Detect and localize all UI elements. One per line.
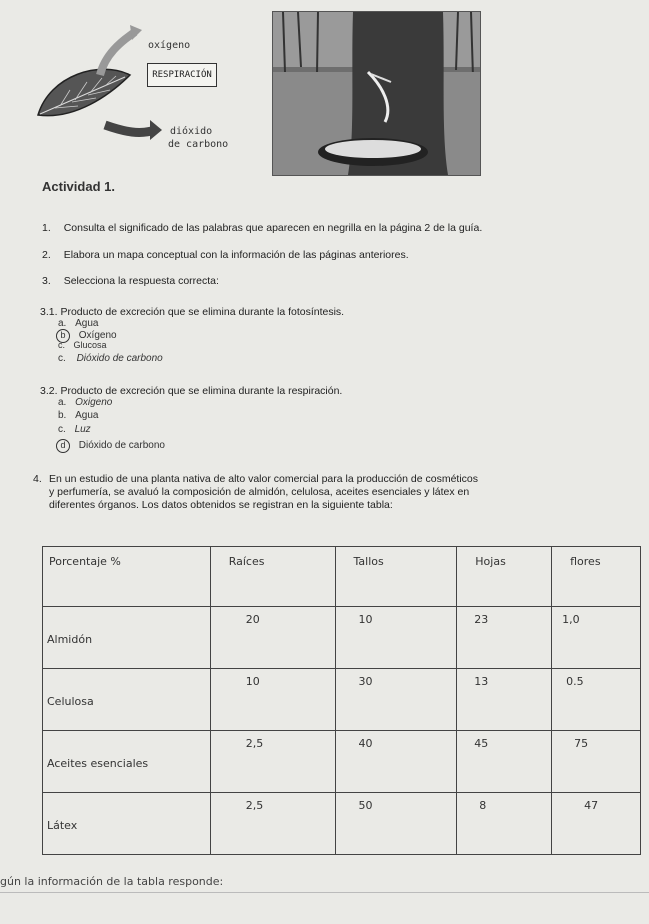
- option-3-2-c: c. Luz: [58, 424, 91, 435]
- option-3-1-c: c. Glucosa: [58, 340, 107, 350]
- item-text: Selecciona la respuesta correcta:: [63, 275, 219, 287]
- question-number: 3.1.: [40, 306, 58, 318]
- item-text: Elabora un mapa conceptual con la información de las páginas anteriores.: [63, 249, 409, 261]
- table-cell: 20: [210, 607, 335, 669]
- table-cell: 2,5: [210, 731, 335, 793]
- table-cell: 10: [210, 669, 335, 731]
- table-header-cell: Hojas: [457, 547, 552, 607]
- circled-answer: b: [56, 329, 70, 343]
- item-2: [42, 249, 409, 261]
- table-header-cell: Raíces: [210, 547, 335, 607]
- leaf-icon: [30, 20, 165, 155]
- question-4-paragraph: [49, 473, 629, 512]
- item-number: 2.: [42, 249, 51, 261]
- table-cell: 30: [335, 669, 457, 731]
- row-label-cell: Aceites esenciales: [43, 731, 211, 793]
- paragraph-line: y perfumería, se avaluó la composición de almidón, celulosa, aceites esenciales y látex en: [49, 486, 470, 498]
- question-3-2: [40, 385, 342, 397]
- table-cell: 13: [457, 669, 552, 731]
- item-text: Consulta el significado de las palabras que aparecen en negrilla en la página 2 de la guía.: [63, 222, 483, 234]
- table-cell: 23: [457, 607, 552, 669]
- activity-title: Actividad 1.: [42, 179, 115, 194]
- item-1: [42, 222, 482, 234]
- dioxide-label-1: dióxido: [170, 126, 213, 137]
- table-header-cell: flores: [552, 547, 641, 607]
- table-cell: 8: [457, 793, 552, 855]
- row-label-cell: Látex: [43, 793, 211, 855]
- paragraph-line: En un estudio de una planta nativa de alto valor comercial para la producción de cosméticos: [49, 473, 479, 485]
- item-number: 1.: [42, 222, 51, 234]
- paragraph-line: diferentes órganos. Los datos obtenidos se registran en la siguiente tabla:: [49, 499, 393, 511]
- option-3-1-d: c. Dióxido de carbono: [58, 353, 163, 364]
- question-4-number: 4.: [33, 473, 42, 485]
- circled-answer: d: [56, 439, 70, 453]
- option-3-2-b: b. Agua: [58, 410, 99, 421]
- footer-prompt: gún la información de la tabla responde:: [0, 875, 224, 888]
- question-text: Producto de excreción que se elimina durante la respiración.: [60, 385, 343, 397]
- item-3: [42, 275, 219, 287]
- question-text: Producto de excreción que se elimina durante la fotosíntesis.: [60, 306, 345, 318]
- rubber-tapping-photo: [272, 11, 481, 176]
- option-3-2-a: a. Oxigeno: [58, 397, 113, 408]
- table-cell: 0.5: [552, 669, 641, 731]
- tree-latex-image-icon: [273, 12, 480, 175]
- table-row: [43, 607, 641, 669]
- table-header-row: [43, 547, 641, 607]
- table-cell: 1,0: [552, 607, 641, 669]
- table-cell: 10: [335, 607, 457, 669]
- table-cell: 2,5: [210, 793, 335, 855]
- option-3-1-a: a. Agua: [58, 318, 99, 329]
- row-label-cell: Almidón: [43, 607, 211, 669]
- respiration-box: RESPIRACIÓN: [147, 63, 217, 87]
- table-cell: 75: [552, 731, 641, 793]
- question-number: 3.2.: [40, 385, 58, 397]
- divider: [0, 892, 649, 893]
- table-cell: 40: [335, 731, 457, 793]
- question-3-1: [40, 306, 344, 318]
- table-row: [43, 669, 641, 731]
- row-label-cell: Celulosa: [43, 669, 211, 731]
- table-header-cell: Tallos: [335, 547, 457, 607]
- option-3-2-d: d Dióxido de carbono: [56, 439, 165, 453]
- table-cell: 47: [552, 793, 641, 855]
- table-row: [43, 731, 641, 793]
- dioxide-label-2: de carbono: [168, 139, 229, 150]
- composition-table: [42, 546, 641, 855]
- table-header-cell: Porcentaje %: [43, 547, 211, 607]
- table-row: [43, 793, 641, 855]
- item-number: 3.: [42, 275, 51, 287]
- oxygen-label: oxígeno: [148, 40, 191, 51]
- table-cell: 45: [457, 731, 552, 793]
- option-3-1-b: b Oxígeno: [56, 329, 117, 343]
- table-cell: 50: [335, 793, 457, 855]
